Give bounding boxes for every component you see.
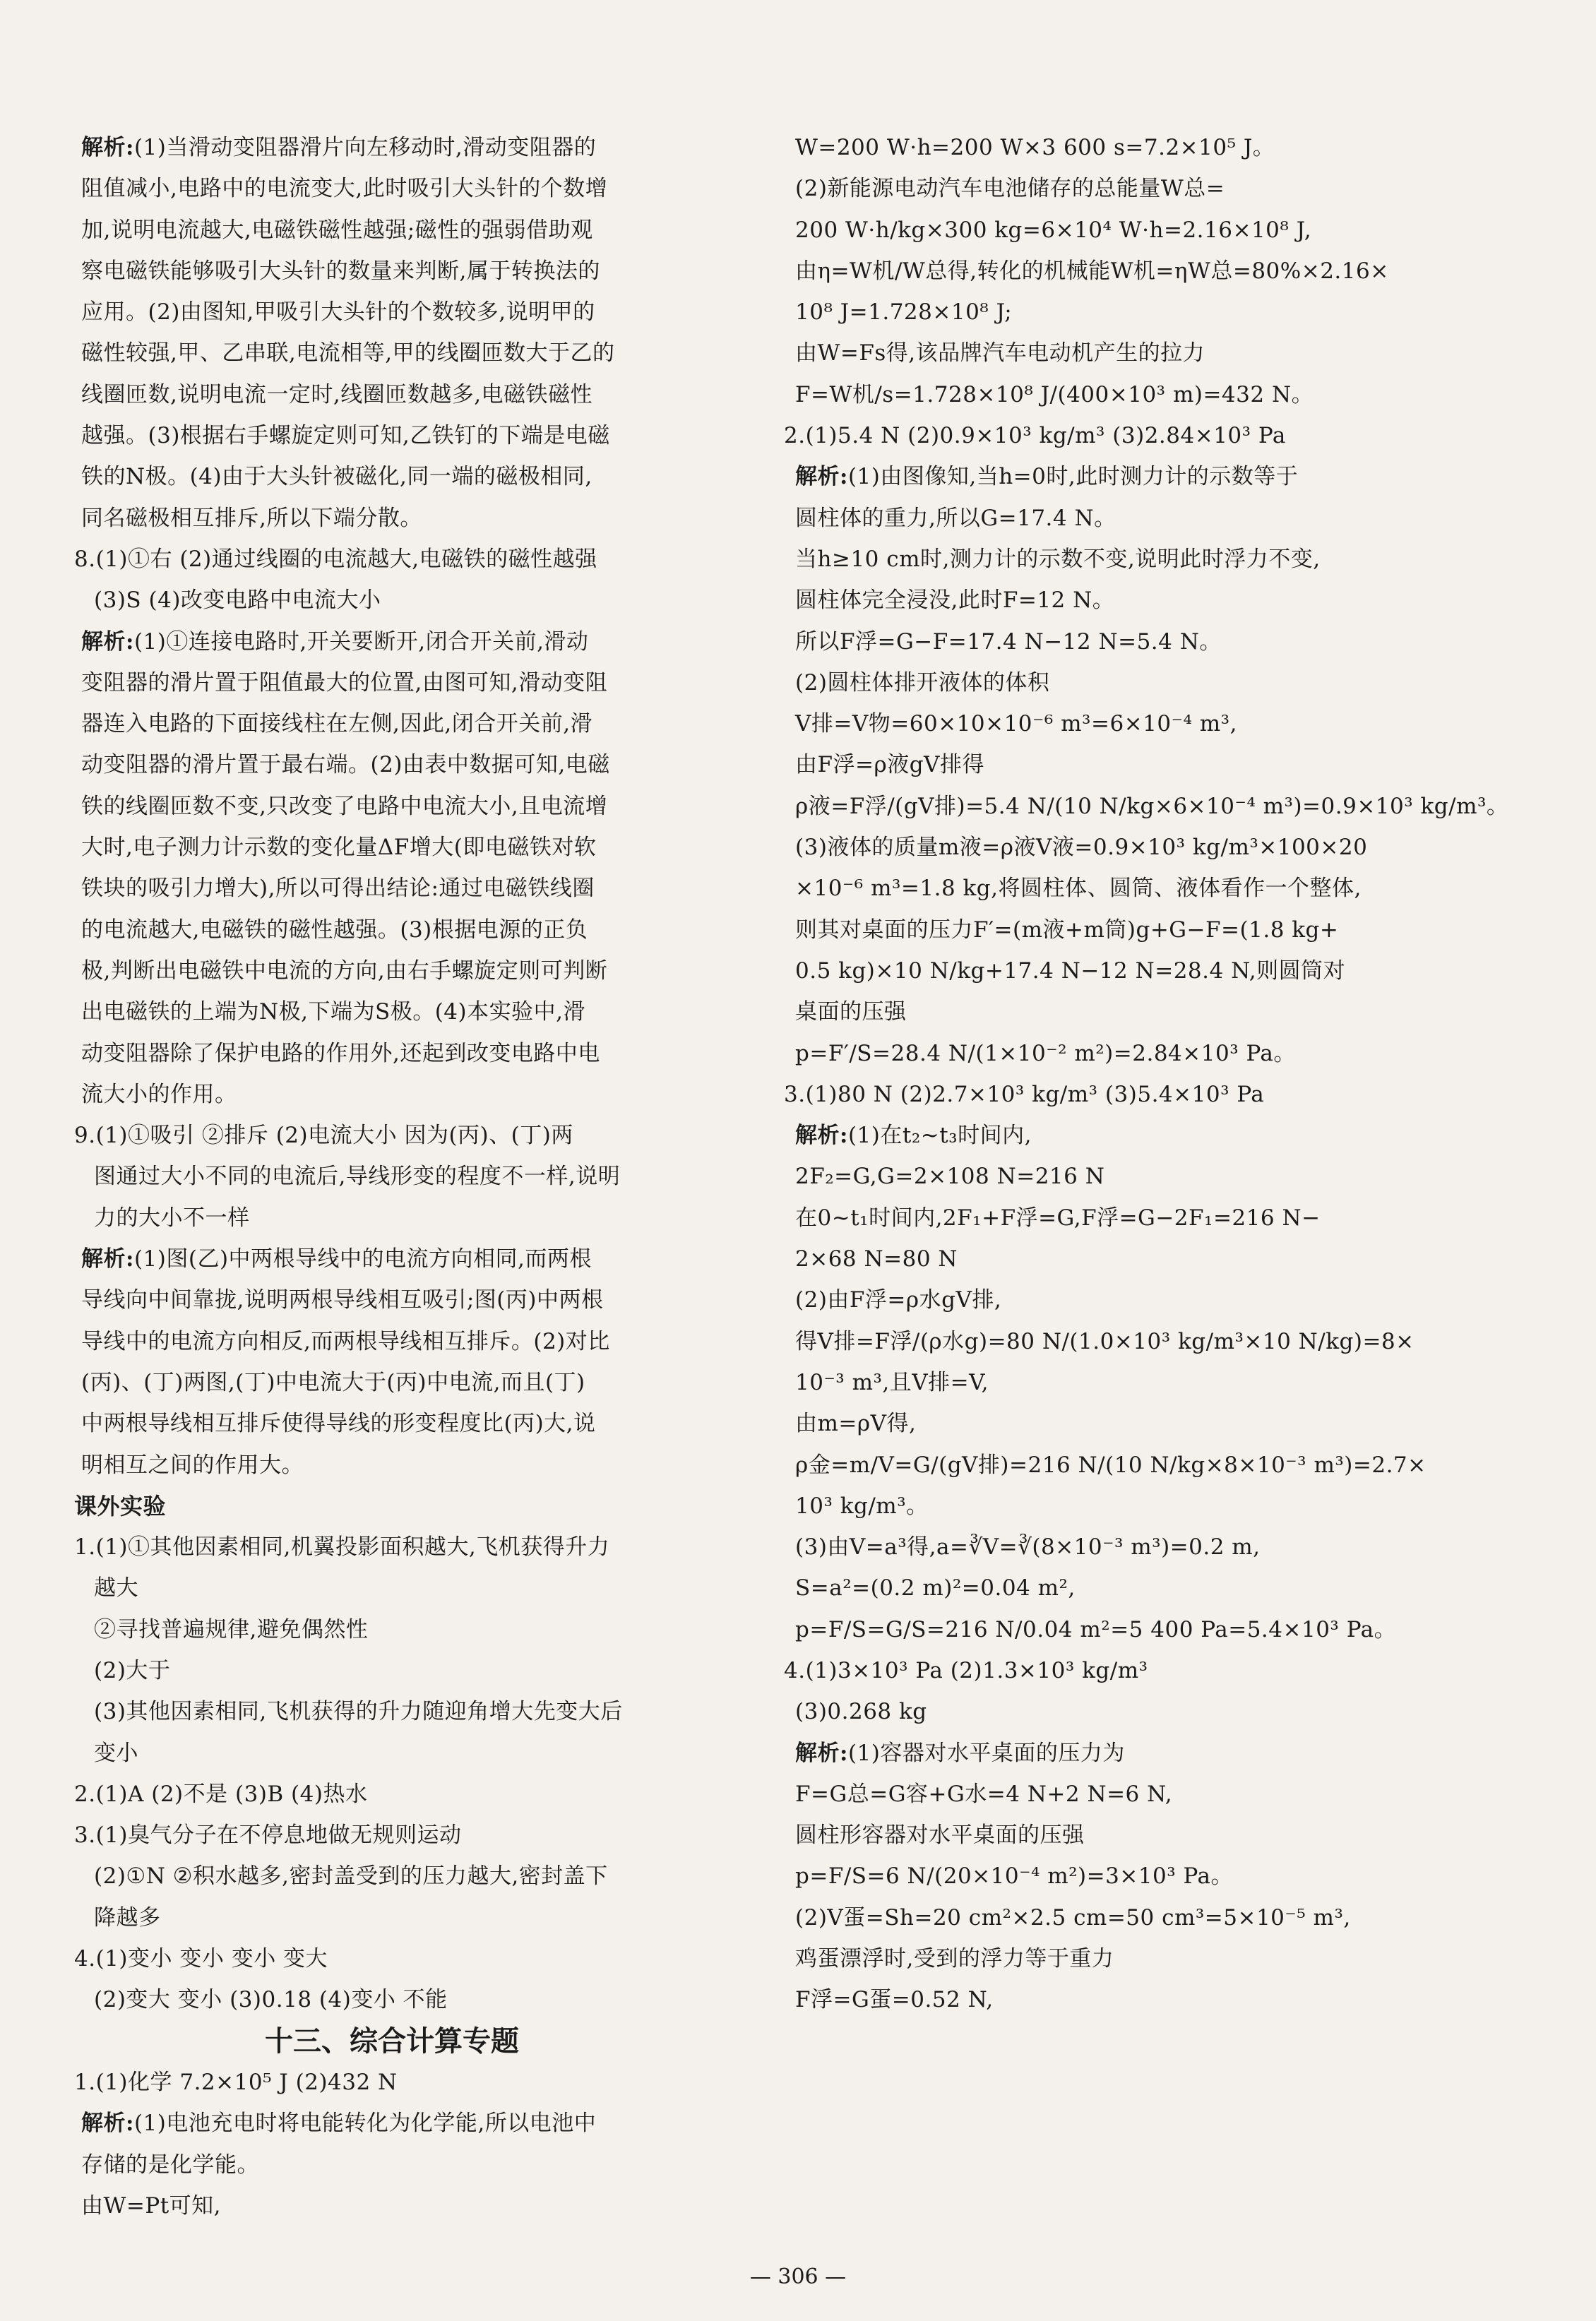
analysis-line (74, 1239, 710, 1279)
text-line: (3)S (4)改变电路中电流大小 (94, 587, 381, 614)
question-answer-line: 9.(1)①吸引 ②排斥 (2)电流大小 因为(丙)、(丁)两 (74, 1123, 573, 1149)
text-line: 察电磁铁能够吸引大头针的数量来判断,属于转换法的 (81, 258, 600, 284)
text-line: 器连入电路的下面接线柱在左侧,因此,闭合开关前,滑 (81, 711, 593, 737)
text-line: 所以F浮=G−F=17.4 N−12 N=5.4 N。 (795, 628, 1222, 655)
text-line: 越强。(3)根据右手螺旋定则可知,乙铁钉的下端是电磁 (81, 423, 610, 449)
analysis-line (74, 621, 710, 662)
text-line: (2)由F浮=ρ水gV排, (795, 1287, 1002, 1313)
text-line: 200 W·h/kg×300 kg=6×10⁴ W·h=2.16×10⁸ J, (795, 217, 1312, 243)
analysis-line (74, 127, 710, 168)
text-line: 当h≥10 cm时,测力计的示数不变,说明此时浮力不变, (795, 546, 1321, 572)
text-line: 动变阻器除了保护电路的作用外,还起到改变电路中电 (81, 1040, 600, 1066)
text-line: 10⁸ J=1.728×10⁸ J; (795, 299, 1013, 326)
text-line: 由m=ρV得, (795, 1411, 917, 1437)
text-line: ρ金=m/V=G/(gV排)=216 N/(10 N/kg×8×10⁻³ m³)=2.7× (795, 1452, 1427, 1478)
text-line: 在0~t₁时间内,2F₁+F浮=G,F浮=G−2F₁=216 N− (795, 1205, 1321, 1231)
text-line: S=a²=(0.2 m)²=0.04 m², (795, 1575, 1076, 1601)
question-answer-line: 1.(1)化学 7.2×10⁵ J (2)432 N (74, 2069, 398, 2095)
text-line: 铁的线圈匝数不变,只改变了电路中电流大小,且电流增 (81, 793, 608, 819)
text-line: 同名磁极相互排斥,所以下端分散。 (81, 505, 422, 531)
left-column (74, 127, 710, 2226)
analysis-label: 解析: (81, 1246, 134, 1272)
question-answer-line: 4.(1)变小 变小 变小 变大 (74, 1946, 328, 1972)
text-line: F=G总=G容+G水=4 N+2 N=6 N, (795, 1781, 1173, 1807)
question-answer-line: 0.5 kg)×10 N/kg+17.4 N−12 N=28.4 N,则圆筒对 (795, 957, 1346, 984)
text-line: (3)0.268 kg (795, 1699, 927, 1725)
text-line: 则其对桌面的压力F′=(m液+m筒)g+G−F=(1.8 kg+ (795, 917, 1339, 943)
analysis-line (784, 1733, 1434, 1774)
text-line: 动变阻器的滑片置于最右端。(2)由表中数据可知,电磁 (81, 752, 610, 778)
question-answer-line: 4.(1)3×10³ Pa (2)1.3×10³ kg/m³ (784, 1657, 1148, 1683)
text-line: 鸡蛋漂浮时,受到的浮力等于重力 (795, 1946, 1114, 1972)
analysis-line (74, 2103, 710, 2144)
text-line: 线圈匝数,说明电流一定时,线圈匝数越多,电磁铁磁性 (81, 381, 593, 407)
text-line: (2)新能源电动汽车电池储存的总能量W总= (795, 176, 1225, 202)
section-title: 十三、综合计算专题 (265, 2024, 519, 2058)
text-line: 铁的N极。(4)由于大头针被磁化,同一端的磁极相同, (81, 464, 592, 490)
analysis-text: (1)电池充电时将电能转化为化学能,所以电池中 (133, 2111, 597, 2137)
text-line: 圆柱体的重力,所以G=17.4 N。 (795, 505, 1116, 531)
question-answer-line: 3.(1)臭气分子在不停息地做无规则运动 (74, 1822, 462, 1849)
right-column (784, 127, 1509, 2021)
text-line: 越大 (94, 1575, 138, 1601)
text-line: 由W=Fs得,该品牌汽车电动机产生的拉力 (795, 340, 1205, 366)
text-line: 铁块的吸引力增大),所以可得出结论:通过电磁铁线圈 (81, 876, 595, 902)
text-line: 明相互之间的作用大。 (81, 1452, 304, 1478)
question-answer-line: 2.(1)5.4 N (2)0.9×10³ kg/m³ (3)2.84×10³ Pa (784, 423, 1286, 449)
analysis-text: (1)图(乙)中两根导线中的电流方向相同,而两根 (133, 1246, 592, 1272)
text-line: (2)①N ②积水越多,密封盖受到的压力越大,密封盖下 (94, 1863, 608, 1890)
text-line: p=F/S=6 N/(20×10⁻⁴ m²)=3×10³ Pa。 (795, 1863, 1234, 1890)
text-line: 变小 (94, 1740, 138, 1766)
question-answer-line: 3.(1)80 N (2)2.7×10³ kg/m³ (3)5.4×10³ Pa (784, 1081, 1265, 1107)
analysis-label: 解析: (795, 1740, 848, 1766)
text-line: F浮=G蛋=0.52 N, (795, 1987, 994, 2013)
text-line: 力的大小不一样 (94, 1205, 250, 1231)
analysis-label: 解析: (81, 135, 134, 160)
analysis-label: 解析: (81, 2111, 134, 2137)
text-line: p=F/S=G/S=216 N/0.04 m²=5 400 Pa=5.4×10³ Pa。 (795, 1616, 1397, 1642)
text-line: 出电磁铁的上端为N极,下端为S极。(4)本实验中,滑 (81, 999, 585, 1025)
question-answer-line: 8.(1)①右 (2)通过线圈的电流越大,电磁铁的磁性越强 (74, 546, 597, 572)
text-line: V排=V物=60×10×10⁻⁶ m³=6×10⁻⁴ m³, (795, 711, 1237, 737)
text-line: 10³ kg/m³。 (795, 1493, 929, 1519)
text-line: (2)V蛋=Sh=20 cm²×2.5 cm=50 cm³=5×10⁻⁵ m³, (795, 1904, 1351, 1931)
text-line: ②寻找普遍规律,避免偶然性 (94, 1616, 369, 1642)
analysis-text: (1)在t₂~t₃时间内, (847, 1123, 1032, 1149)
text-line: (2)变大 变小 (3)0.18 (4)变小 不能 (94, 1987, 448, 2013)
text-line: 磁性较强,甲、乙串联,电流相等,甲的线圈匝数大于乙的 (81, 340, 615, 366)
analysis-label: 解析: (81, 628, 134, 655)
text-line: 2×68 N=80 N (795, 1246, 958, 1272)
text-line: 阻值减小,电路中的电流变大,此时吸引大头针的个数增 (81, 176, 608, 202)
text-line: 圆柱形容器对水平桌面的压强 (795, 1822, 1085, 1849)
text-line: 图通过大小不同的电流后,导线形变的程度不一样,说明 (94, 1164, 621, 1190)
question-answer-line: 1.(1)①其他因素相同,机翼投影面积越大,飞机获得升力 (74, 1534, 610, 1561)
text-line: 极,判断出电磁铁中电流的方向,由右手螺旋定则可判断 (81, 957, 608, 984)
text-line: W=200 W·h=200 W×3 600 s=7.2×10⁵ J。 (795, 135, 1275, 160)
page-number: — 306 — (749, 2265, 847, 2289)
text-line: (3)液体的质量m液=ρ液V液=0.9×10³ kg/m³×100×20 (795, 835, 1368, 861)
text-line: 桌面的压强 (795, 999, 907, 1025)
text-line: 的电流越大,电磁铁的磁性越强。(3)根据电源的正负 (81, 917, 588, 943)
text-line: 应用。(2)由图知,甲吸引大头针的个数较多,说明甲的 (81, 299, 595, 326)
text-line: (2)圆柱体排开液体的体积 (795, 669, 1050, 696)
analysis-text: (1)容器对水平桌面的压力为 (847, 1740, 1125, 1766)
text-line: (3)其他因素相同,飞机获得的升力随迎角增大先变大后 (94, 1699, 623, 1725)
text-line: (3)由V=a³得,a=∛V=∛(8×10⁻³ m³)=0.2 m, (795, 1534, 1261, 1561)
question-answer-line: 2.(1)A (2)不是 (3)B (4)热水 (74, 1781, 368, 1807)
text-line: 变阻器的滑片置于阻值最大的位置,由图可知,滑动变阻 (81, 669, 608, 696)
analysis-line (784, 456, 1434, 497)
analysis-text: (1)①连接电路时,开关要断开,闭合开关前,滑动 (133, 628, 589, 655)
text-line: 10⁻³ m³,且V排=V, (795, 1369, 989, 1395)
text-line: 降越多 (94, 1904, 161, 1931)
text-line: (2)大于 (94, 1657, 171, 1683)
text-line: 得V排=F浮/(ρ水g)=80 N/(1.0×10³ kg/m³×10 N/kg)=8× (795, 1328, 1415, 1354)
text-line: 由η=W机/W总得,转化的机械能W机=ηW总=80%×2.16× (795, 258, 1389, 284)
text-line: 大时,电子测力计示数的变化量ΔF增大(即电磁铁对软 (81, 835, 597, 861)
text-line: F=W机/s=1.728×10⁸ J/(400×10³ m)=432 N。 (795, 381, 1314, 407)
text-line: p=F′/S=28.4 N/(1×10⁻² m²)=2.84×10³ Pa。 (795, 1040, 1296, 1066)
text-line: (丙)、(丁)两图,(丁)中电流大于(丙)中电流,而且(丁) (81, 1369, 585, 1395)
analysis-text: (1)由图像知,当h=0时,此时测力计的示数等于 (847, 464, 1299, 490)
text-line: 2F₂=G,G=2×108 N=216 N (795, 1164, 1105, 1190)
analysis-line (784, 1115, 1434, 1156)
text-line: ρ液=F浮/(gV排)=5.4 N/(10 N/kg×6×10⁻⁴ m³)=0.9×10³ kg/m³。 (795, 793, 1509, 819)
analysis-label: 解析: (795, 464, 848, 490)
subsection-title: 课外实验 (74, 1492, 167, 1520)
text-line: 中两根导线相互排斥使得导线的形变程度比(丙)大,说 (81, 1411, 596, 1437)
analysis-label: 解析: (795, 1123, 848, 1149)
text-line: 导线向中间靠拢,说明两根导线相互吸引;图(丙)中两根 (81, 1287, 604, 1313)
text-line: 圆柱体完全浸没,此时F=12 N。 (795, 587, 1115, 614)
analysis-text: (1)当滑动变阻器滑片向左移动时,滑动变阻器的 (133, 135, 597, 160)
text-line: 导线中的电流方向相反,而两根导线相互排斥。(2)对比 (81, 1328, 610, 1354)
text-line: 流大小的作用。 (81, 1081, 237, 1107)
text-line: ×10⁻⁶ m³=1.8 kg,将圆柱体、圆筒、液体看作一个整体, (795, 876, 1362, 902)
text-line: 由W=Pt可知, (81, 2192, 222, 2219)
text-line: 加,说明电流越大,电磁铁磁性越强;磁性的强弱借助观 (81, 217, 593, 243)
text-line: 由F浮=ρ液gV排得 (795, 752, 984, 778)
text-line: 存储的是化学能。 (81, 2152, 259, 2178)
